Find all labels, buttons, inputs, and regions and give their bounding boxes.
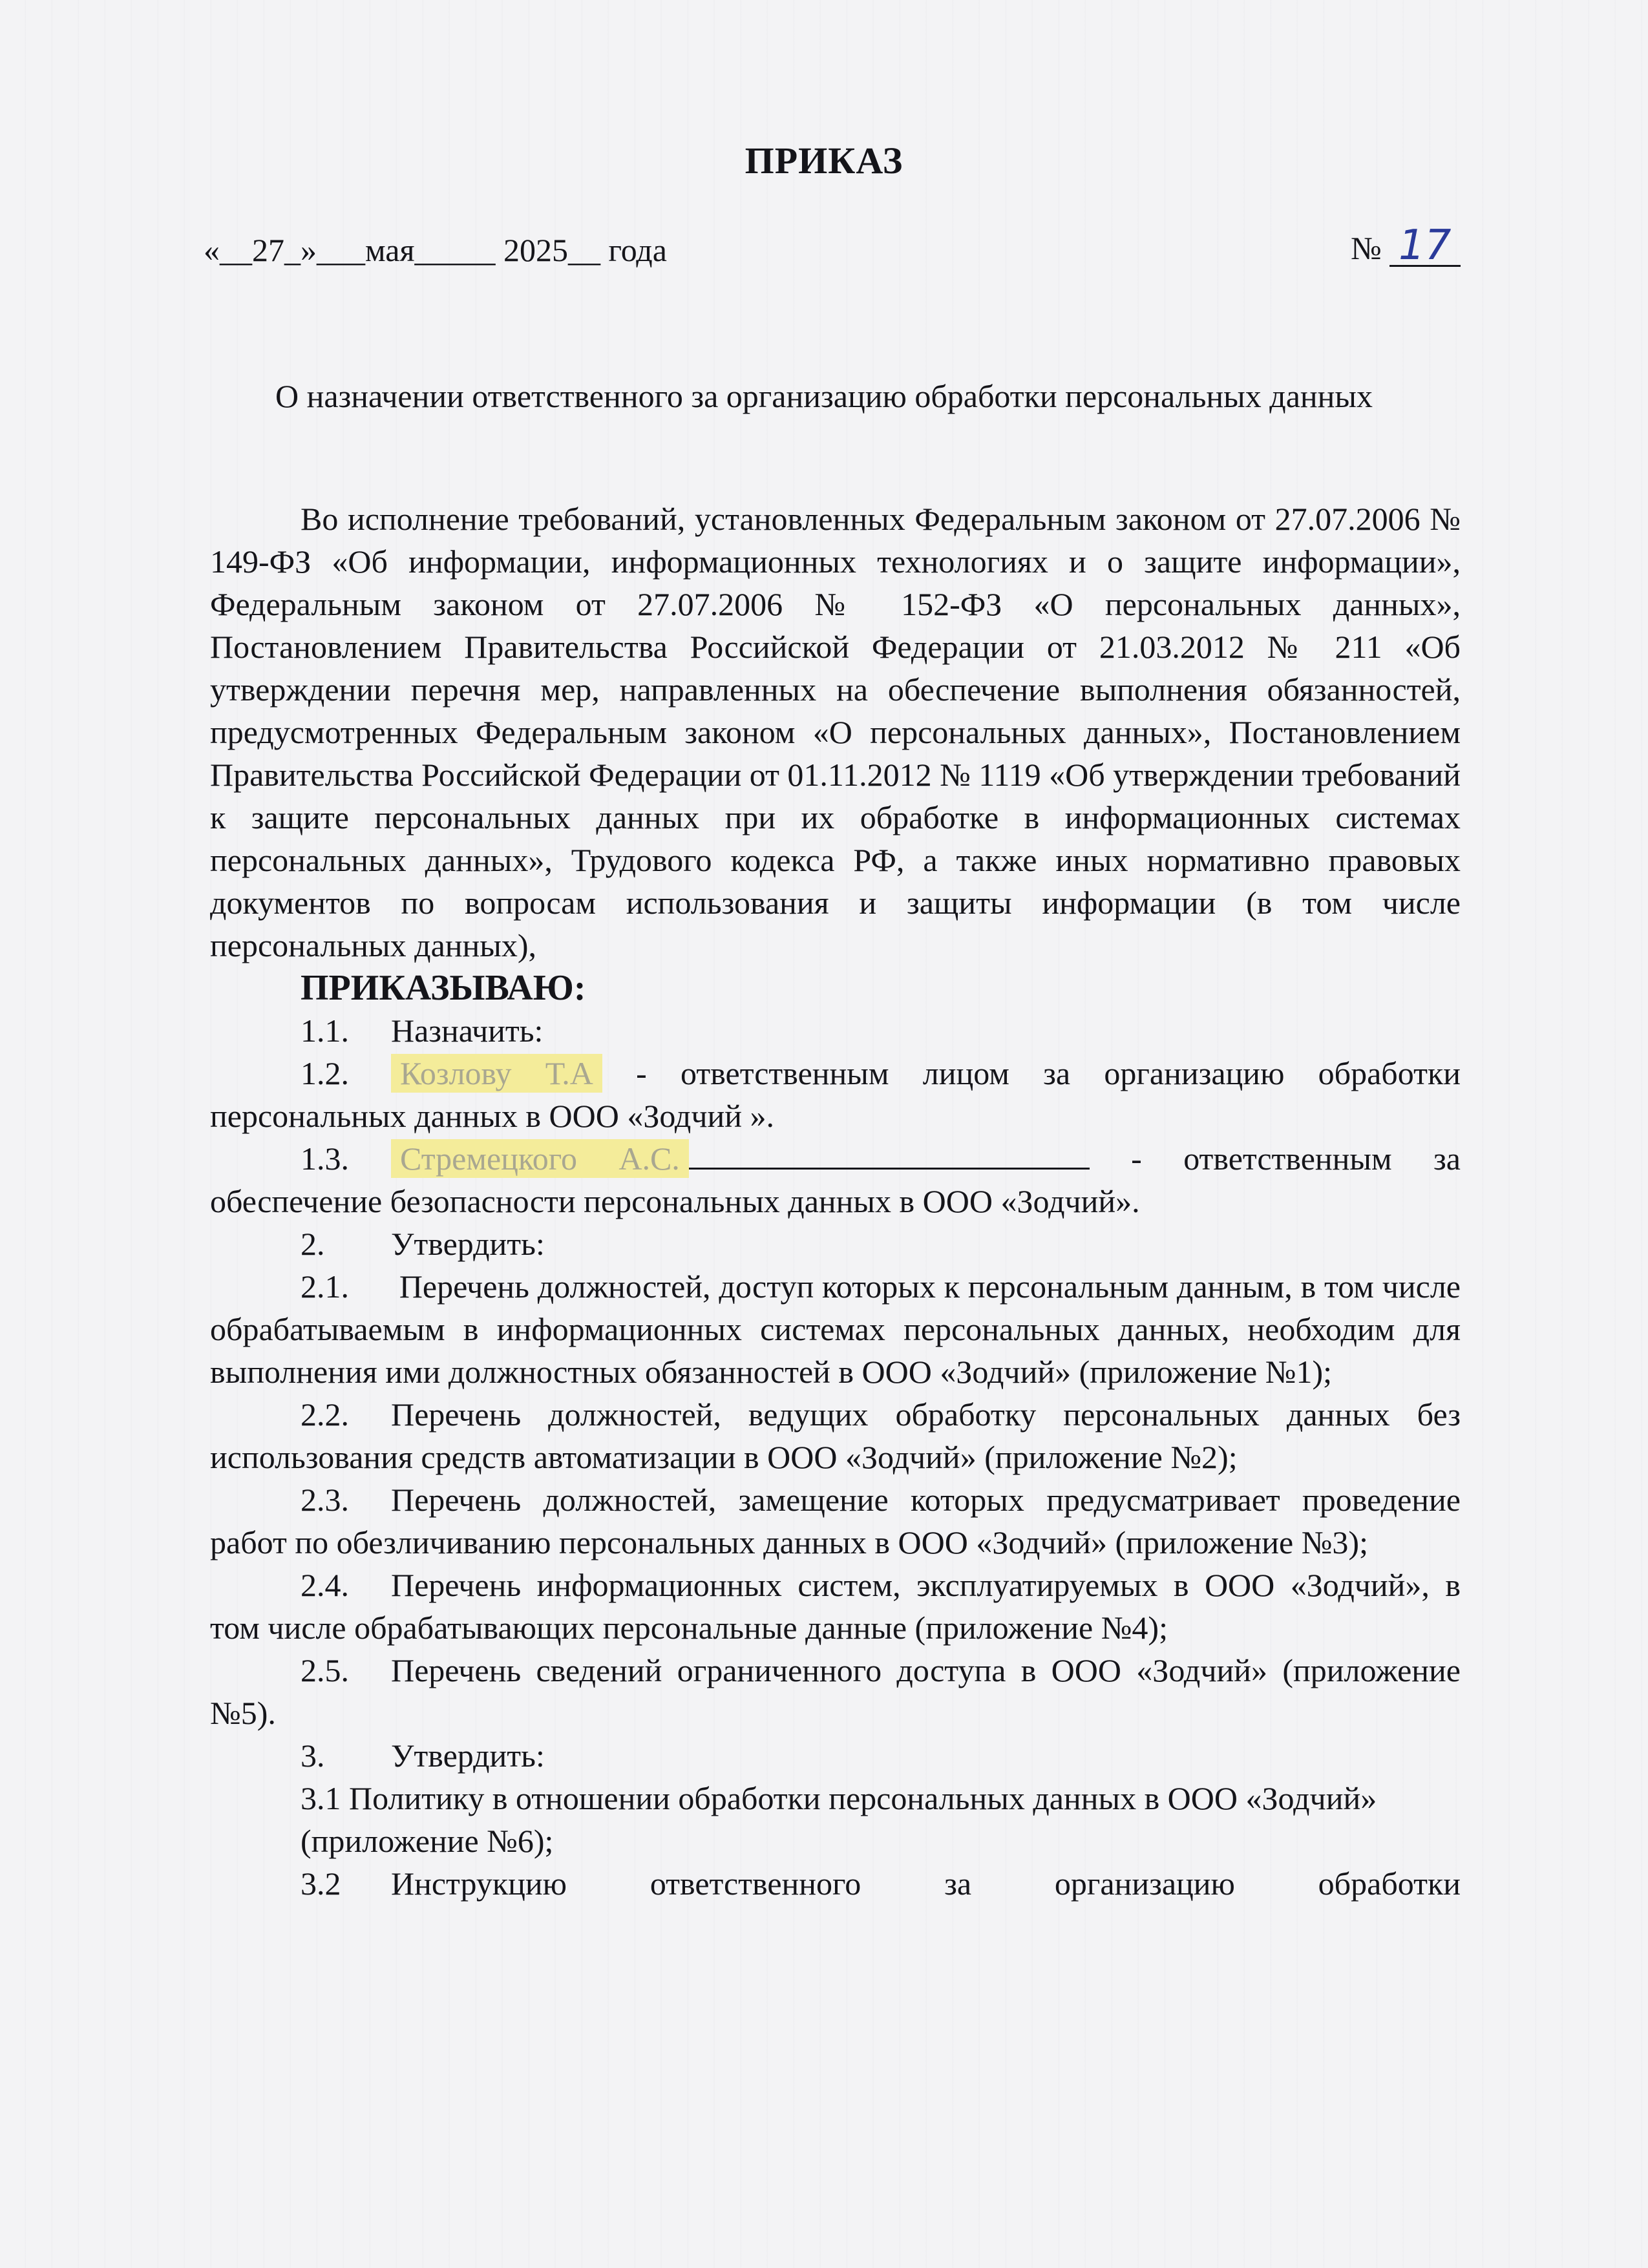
handwritten-number: 17 (1389, 226, 1461, 267)
item-number: 3.1 (301, 1780, 341, 1816)
highlighted-name: Стремецкого А.С. (391, 1139, 689, 1178)
item-text: Перечень должностей, доступ которых к персональным данным, в том числе обрабатываемым в информационных системах персональных данных, необходим для выполнения ими должностных обязанностей в ООО «Зодчий» (приложение №1); (210, 1268, 1461, 1390)
document-title: ПРИКАЗ (745, 140, 903, 182)
item-2-3 (210, 1478, 1461, 1564)
item-text: - ответственным за обеспечение безопасности персональных данных в ООО «Зодчий». (210, 1140, 1461, 1219)
order-subject: О назначении ответственного за организацию обработки персональных данных (275, 378, 1373, 414)
item-text: Перечень сведений ограниченного доступа в ООО «Зодчий» (приложение №5). (210, 1652, 1461, 1731)
item-text: Перечень должностей, замещение которых предусматривает проведение работ по обезличиванию персональных данных в ООО «Зодчий» (приложение №3); (210, 1482, 1461, 1560)
item-number: 2.4. (301, 1567, 349, 1603)
item-2-4 (210, 1564, 1461, 1649)
item-number: 2.5. (301, 1652, 349, 1688)
item-number: 2. (301, 1226, 325, 1262)
item-text: Утвердить: (391, 1738, 545, 1774)
item-1-2 (210, 1052, 1461, 1137)
item-number: 2.1. (301, 1268, 349, 1305)
item-text: Инструкцию ответственного за организацию обработки (391, 1865, 1461, 1902)
item-number: 1.2. (301, 1055, 349, 1091)
item-3-2 (210, 1862, 1461, 1905)
item-2 (210, 1223, 1461, 1265)
item-number: 3. (301, 1738, 325, 1774)
item-text: Назначить: (391, 1013, 544, 1049)
item-text: Утвердить: (391, 1226, 545, 1262)
date-line: «__27_»___мая_____ 2025__ года (204, 232, 667, 268)
item-number: 1.1. (301, 1013, 349, 1049)
item-number: 1.3. (301, 1140, 349, 1177)
number-prefix: № (1351, 230, 1382, 266)
preamble: Во исполнение требований, установленных Федеральным законом от 27.07.2006 № 149-ФЗ «Об информации, информационных технологиях и о защите информации», Федеральным законом от 27.07.2006 № 152-ФЗ «О персональных данных», Постановлением Правительства Российской Федерации от 21.03.2012 № 211 «Об утверждении перечня мер, направленных на обеспечение выполнения обязанностей, предусмотренных Федеральным законом «О персональных данных», Постановлением Правительства Российской Федерации от 01.11.2012 № 1119 «Об утверждении требований к защите персональных данных при их обработке в информационных системах персональных данных», Трудового кодекса РФ, а также иных нормативно правовых документов по вопросам использования и защиты информации (в том числе персональных данных), (210, 501, 1461, 963)
order-number (1351, 222, 1461, 269)
highlighted-name: Козлову Т.А (391, 1054, 602, 1093)
item-3-1 (210, 1777, 1461, 1862)
item-2-5 (210, 1649, 1461, 1734)
item-2-1 (210, 1265, 1461, 1393)
item-text: Политику в отношении обработки персональных данных в ООО «Зодчий» (приложение №6); (301, 1780, 1377, 1859)
order-word: ПРИКАЗЫВАЮ: (301, 968, 586, 1008)
item-3 (210, 1734, 1461, 1777)
item-text: - ответственным лицом за организацию обработки персональных данных в ООО «Зодчий ». (210, 1055, 1461, 1134)
item-1-1 (210, 1009, 1461, 1052)
item-number: 2.3. (301, 1482, 349, 1518)
item-text: Перечень информационных систем, эксплуатируемых в ООО «Зодчий», в том числе обрабатывающих персональные данные (приложение №4); (210, 1567, 1461, 1646)
item-number: 3.2 (301, 1865, 341, 1902)
item-2-2 (210, 1393, 1461, 1478)
item-1-3 (210, 1137, 1461, 1223)
signature-blank-line (689, 1142, 1090, 1170)
item-number: 2.2. (301, 1396, 349, 1433)
item-text: Перечень должностей, ведущих обработку персональных данных без использования средств автоматизации в ООО «Зодчий» (приложение №2); (210, 1396, 1461, 1475)
document-body (210, 498, 1461, 1905)
